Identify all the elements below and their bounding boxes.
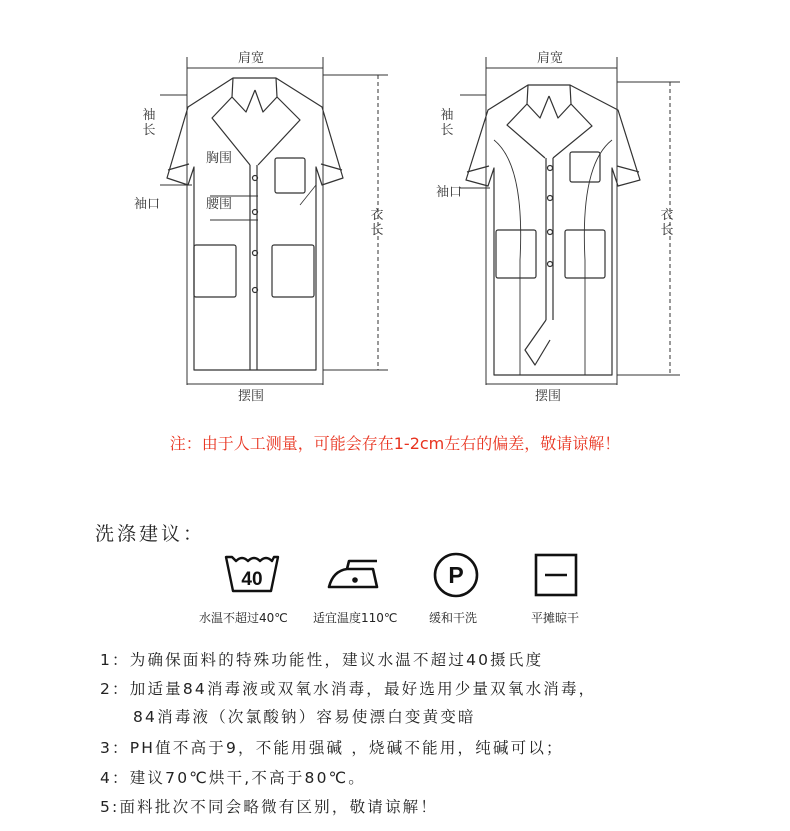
dry-clean-caption: 缓和干洗 [429, 611, 478, 625]
dry-clean-p-symbol: P [448, 562, 464, 588]
wash-line-2-cont: 84消毒液（次氯酸钠）容易使漂白变黄变暗 [133, 708, 476, 726]
iron-caption: 适宜温度110℃ [313, 611, 398, 625]
right-hem-label: 摆围 [535, 389, 562, 404]
left-length-label: 衣长 [370, 208, 384, 238]
wash-title: 洗涤建议： [95, 523, 206, 545]
waist-label: 腰围 [206, 197, 233, 212]
wash-line-5: 5:面料批次不同会略微有区别，敬请谅解！ [100, 798, 439, 816]
wash-line-1: 1：为确保面料的特殊功能性，建议水温不超过40摄氏度 [100, 651, 544, 669]
wash-line-2: 2：加适量84消毒液或双氧水消毒，最好选用少量双氧水消毒， [100, 680, 597, 698]
right-length-label: 衣长 [660, 208, 674, 238]
measurement-note: 注：由于人工测量，可能会存在1-2cm左右的偏差，敬请谅解！ [169, 434, 621, 453]
flat-dry-icon [532, 551, 580, 599]
chest-label: 胸围 [206, 151, 233, 166]
right-shoulder-label: 肩宽 [537, 51, 564, 66]
right-cuff-label: 袖口 [436, 185, 463, 200]
dry-clean-p-icon [432, 551, 480, 599]
right-sleeve-length-label: 袖长 [440, 108, 454, 138]
iron-icon [325, 551, 381, 595]
right-coat-drawing [460, 57, 680, 385]
left-coat-drawing [160, 57, 388, 385]
left-shoulder-label: 肩宽 [238, 51, 265, 66]
wash-40-caption: 水温不超过40℃ [199, 611, 288, 625]
wash-40-symbol: 40 [241, 569, 263, 590]
wash-40-icon [224, 551, 280, 595]
left-cuff-label: 袖口 [134, 197, 161, 212]
wash-line-3: 3：PH值不高于9，不能用强碱 ，烧碱不能用，纯碱可以； [100, 739, 564, 757]
left-hem-label: 摆围 [238, 389, 265, 404]
flat-dry-caption: 平摊晾干 [531, 611, 580, 625]
left-sleeve-length-label: 袖长 [142, 108, 156, 138]
wash-line-4: 4：建议70℃烘干,不高于80℃。 [100, 769, 366, 787]
